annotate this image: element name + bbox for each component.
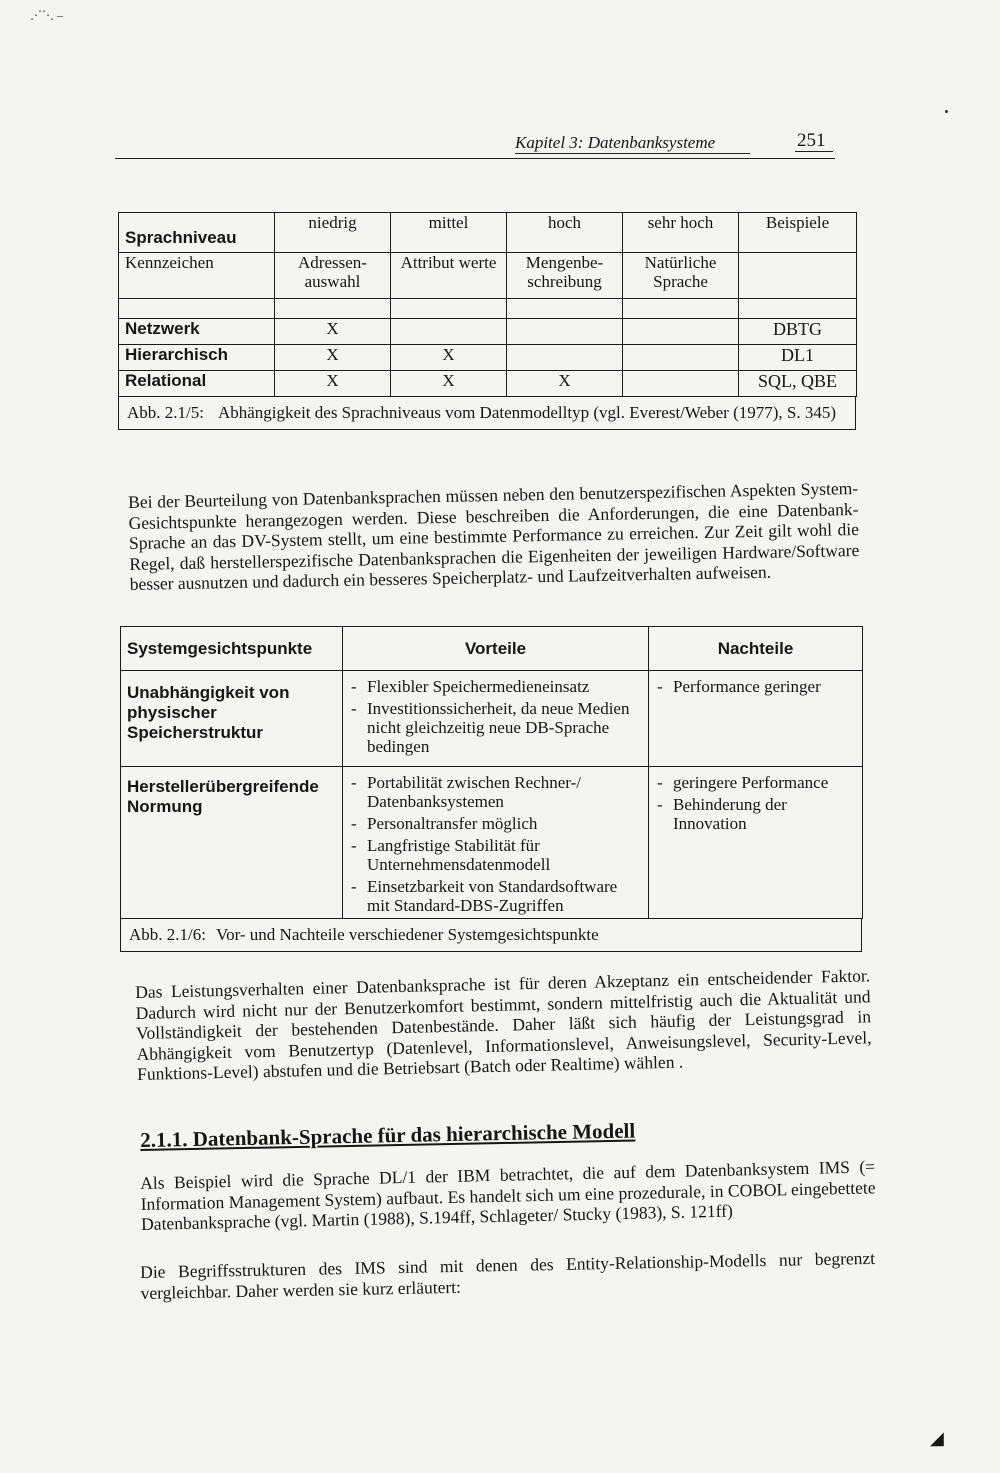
row-label: Hierarchisch: [119, 345, 275, 371]
page-number-underline: [795, 151, 833, 152]
list-item: - Investitionssicherheit, da neue Medien nicht gleichzeitig neue DB-Sprache bedingen: [349, 699, 642, 756]
list-item: - Behinderung der Innovation: [655, 795, 856, 833]
mark-cell: X: [507, 371, 623, 397]
sprachniveau-table: [118, 212, 857, 397]
vorteile-cell: [343, 671, 649, 767]
figure-2-1-6: [120, 626, 862, 952]
level-hoch: hoch: [507, 213, 623, 253]
header-systemgesichtspunkte: Systemgesichtspunkte: [121, 627, 343, 671]
mark-cell: [623, 371, 739, 397]
nachteile-cell: [649, 767, 863, 919]
mark-cell: [623, 319, 739, 345]
figure-2-1-5: [118, 212, 856, 430]
caption-label: Abb. 2.1/6:: [129, 925, 206, 944]
systemgesichtspunkte-table: [120, 626, 863, 919]
row-label: Relational: [119, 371, 275, 397]
section-heading: 2.1.1. Datenbank-Sprache für das hierarchische Modell: [140, 1118, 636, 1152]
empty-cell: [507, 299, 623, 319]
list-item: - Portabilität zwischen Rechner-/ Datenbanksystemen: [349, 773, 642, 811]
caption-text: Abhängigkeit des Sprachniveaus vom Datenmodelltyp (vgl. Everest/Weber (1977), S. 345): [217, 403, 837, 422]
body-paragraph: Das Leistungsverhalten einer Datenbanksprache ist für deren Akzeptanz ein entscheidender Faktor. Dadurch wird nicht nur der Benutzerkomfort bestimmt, sondern mittelfristig auch die Aktualität und Vollständigkeit der bestehenden Datenbestände. Daher läßt sich häufig der Leistungsgrad in Abhängigkeit vom Benutzertyp (Datenlevel, Informationslevel, Anweisungslevel, Security-Level, Funktions-Level) abstufen und die Betriebsart (Batch oder Realtime) wählen .: [135, 965, 872, 1084]
body-paragraph: Bei der Beurteilung von Datenbanksprachen müssen neben den benutzerspezifischen Aspekten System-Gesichtspunkte herangezogen werden. Diese beschreiben die Anforderungen, die eine Datenbank-Sprache an das DV-System stellt, um eine bestimmte Performance zu erreichen. Zur Zeit gilt wohl die Regel, daß herstellerspezifische Datenbanksprachen die Eigenheiten der jeweiligen Hardware/Software besser ausnutzen und dadurch ein besseres Speicherplatz- und Laufzeitverhalten aufweisen.: [128, 477, 860, 594]
body-paragraph: Die Begriffsstrukturen des IMS sind mit denen des Entity-Relationship-Modells nur begrenzt vergleichbar. Daher werden sie kurz erläutert:: [140, 1247, 876, 1303]
mark-cell: X: [275, 345, 391, 371]
mark-cell: [391, 319, 507, 345]
list-item: - geringere Performance: [655, 773, 856, 792]
beispiele-header: Beispiele: [739, 213, 857, 253]
body-paragraph: Als Beispiel wird die Sprache DL/1 der IBM betrachtet, die auf dem Datenbanksystem IMS (= Information Management System) aufbaut. Es handelt sich um eine prozedurale, in COBOL eingebettete Datenbanksprache (vgl. Martin (1988), S.194ff, Schlageter/ Stucky (1983), S. 121ff): [140, 1156, 876, 1234]
header-vorteile: Vorteile: [343, 627, 649, 671]
mark-cell: X: [391, 371, 507, 397]
kennzeichen-cell: Natürliche Sprache: [623, 253, 739, 299]
table-row: [119, 345, 857, 371]
table-row: [119, 213, 857, 253]
example-cell: SQL, QBE: [739, 371, 857, 397]
mark-cell: [507, 319, 623, 345]
mark-cell: X: [275, 371, 391, 397]
running-header-title: Kapitel 3: Datenbanksysteme: [515, 133, 716, 152]
level-niedrig: niedrig: [275, 213, 391, 253]
level-mittel: mittel: [391, 213, 507, 253]
list-item: - Performance geringer: [655, 677, 856, 696]
list-item: - Flexibler Speichermedieneinsatz: [349, 677, 642, 696]
vorteile-cell: [343, 767, 649, 919]
mark-cell: X: [275, 319, 391, 345]
header-nachteile: Nachteile: [649, 627, 863, 671]
table-row: [119, 371, 857, 397]
row-label: Netzwerk: [119, 319, 275, 345]
mark-cell: [623, 345, 739, 371]
row-label: Herstellerübergreifende Normung: [121, 767, 343, 919]
list-item: - Einsetzbarkeit von Standardsoftware mit Standard-DBS-Zugriffen: [349, 877, 642, 915]
list-item: - Langfristige Stabilität für Unternehmensdatenmodell: [349, 836, 642, 874]
example-cell: DL1: [739, 345, 857, 371]
level-sehr-hoch: sehr hoch: [623, 213, 739, 253]
kennzeichen-label: Kennzeichen: [119, 253, 275, 299]
table-row: [121, 671, 863, 767]
header-rule: [115, 158, 835, 159]
row-label: Unabhängigkeit von physischer Speicherstruktur: [121, 671, 343, 767]
caption-label: Abb. 2.1/5:: [127, 403, 204, 422]
caption-text: Vor- und Nachteile verschiedener Systemgesichtspunkte: [215, 925, 599, 944]
page-number: 251: [797, 130, 826, 151]
header-underline: [515, 153, 750, 154]
mark-cell: [507, 345, 623, 371]
figure-caption: [120, 919, 862, 952]
example-cell: DBTG: [739, 319, 857, 345]
nachteile-cell: [649, 671, 863, 767]
table-row: [121, 627, 863, 671]
empty-cell: [623, 299, 739, 319]
scan-dot: [945, 110, 948, 113]
scan-artifact: ⋰⋱ ‒: [30, 8, 63, 22]
empty-cell: [275, 299, 391, 319]
empty-cell: [119, 299, 275, 319]
kennzeichen-cell: Mengenbe-schreibung: [507, 253, 623, 299]
empty-cell: [739, 253, 857, 299]
scan-triangle: ◢: [930, 1428, 944, 1448]
table-row: [119, 299, 857, 319]
mark-cell: X: [391, 345, 507, 371]
empty-cell: [739, 299, 857, 319]
kennzeichen-cell: Attribut werte: [391, 253, 507, 299]
table-row: [121, 767, 863, 919]
list-item: - Personaltransfer möglich: [349, 814, 642, 833]
table-row: [119, 253, 857, 299]
kennzeichen-cell: Adressen-auswahl: [275, 253, 391, 299]
table-row: [119, 319, 857, 345]
figure-caption: [118, 397, 856, 430]
sprachniveau-header: Sprachniveau: [119, 213, 275, 253]
empty-cell: [391, 299, 507, 319]
